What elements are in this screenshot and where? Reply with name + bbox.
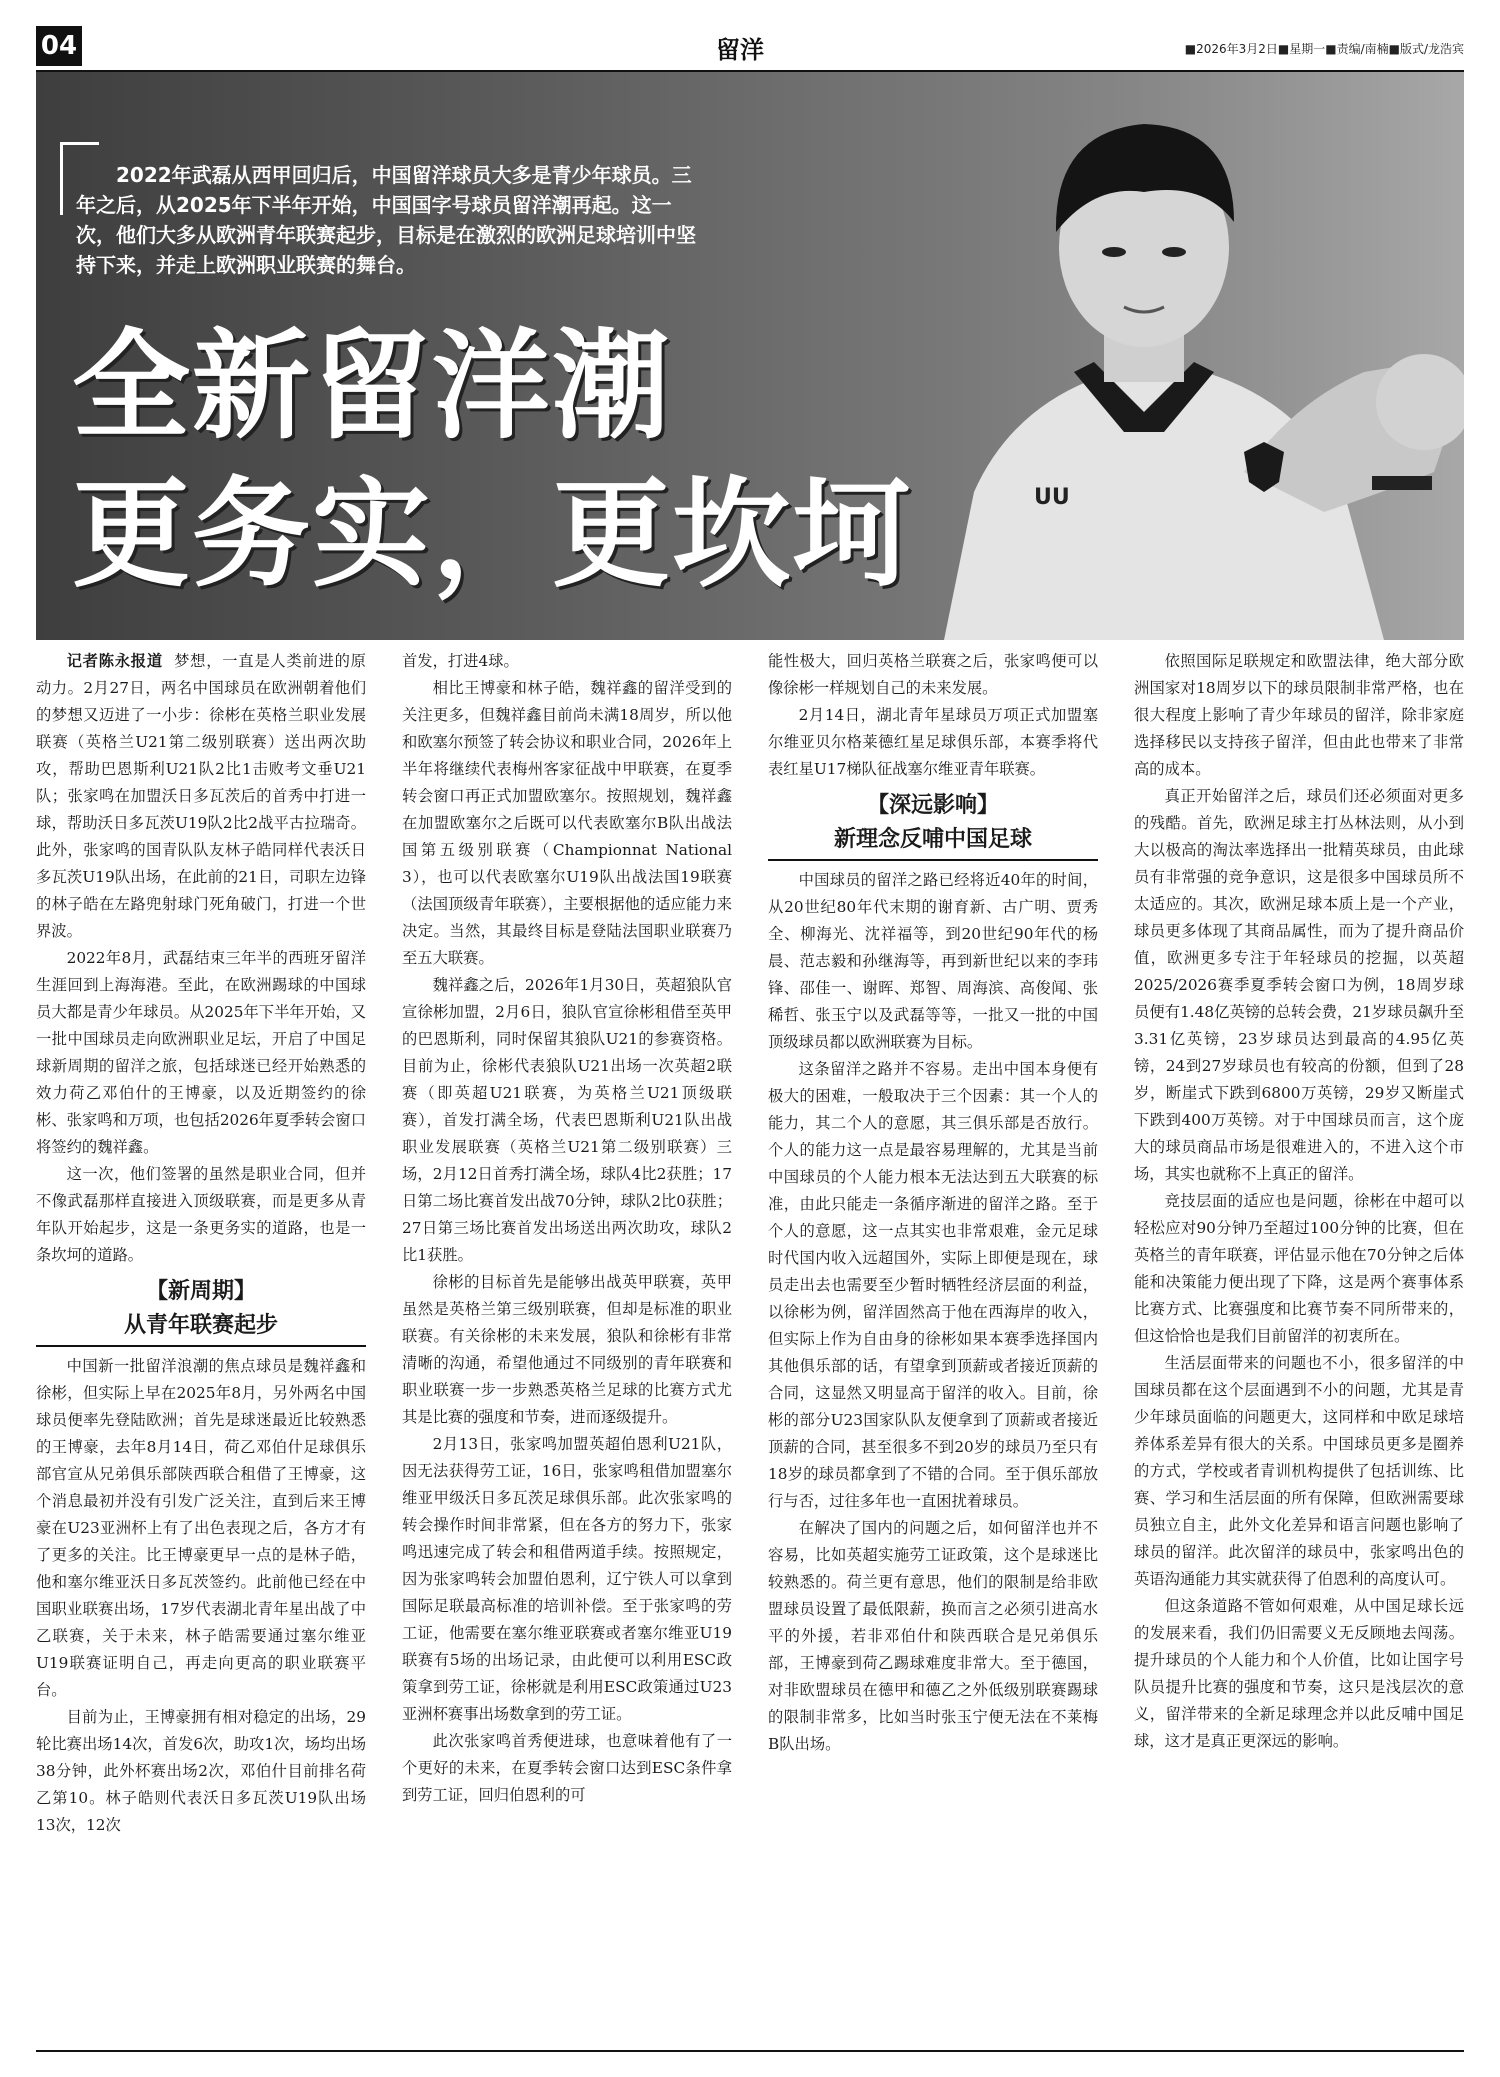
subhead-tag: 【深远影响】 [866, 793, 999, 818]
subhead-title: 新理念反哺中国足球 [768, 823, 1098, 861]
subhead-new-cycle [36, 1275, 366, 1347]
article-column-2 [402, 648, 732, 1809]
page-number: 04 [36, 26, 82, 66]
article-column-1 [36, 648, 366, 1839]
section-title: 留洋 [716, 36, 764, 64]
headline-line-2: 更务实，更坎坷 [72, 465, 913, 603]
paragraph: 此次张家鸣首秀便进球，也意味着他有了一个更好的未来，在夏季转会窗口达到ESC条件拿到劳工证，回归伯恩利的可 [402, 1732, 732, 1804]
paragraph: 魏祥鑫之后，2026年1月30日，英超狼队官宣徐彬加盟，2月6日，狼队官宣徐彬租借至英甲的巴恩斯利，同时保留其狼队U21的参赛资格。目前为止，徐彬代表狼队U21出场一次英超2联赛（即英超U21联赛，为英格兰U21顶级联赛），首发打满全场，代表巴恩斯利U21队出战职业发展联赛（英格兰U21第二级别联赛）三场，2月12日首秀打满全场，球队4比2获胜；17日第二场比赛首发出战70分钟，球队2比0获胜；27日第三场比赛首发出场送出两次助攻，球队2比1获胜。 [402, 976, 732, 1264]
paragraph: 2022年8月，武磊结束三年半的西班牙留洋生涯回到上海海港。至此，在欧洲踢球的中国球员大都是青少年球员。从2025年下半年开始，又一批中国球员走向欧洲职业足坛，开启了中国足球新周期的留洋之旅，包括球迷已经开始熟悉的效力荷乙邓伯什的王博豪，以及近期签约的徐彬、张家鸣和万项，也包括2026年夏季转会窗口将签约的魏祥鑫。 [36, 949, 366, 1156]
footer-rule [36, 2050, 1464, 2052]
dateline: ■2026年3月2日■星期一■责编/南楠■版式/龙浩宾 [1184, 42, 1464, 56]
paragraph: 相比王博豪和林子皓，魏祥鑫的留洋受到的关注更多，但魏祥鑫目前尚未满18周岁，所以他和欧塞尔预签了转会协议和职业合同，2026年上半年将继续代表梅州客家征战中甲联赛，在夏季转会窗口再正式加盟欧塞尔。按照规划，魏祥鑫在加盟欧塞尔之后既可以代表欧塞尔B队出战法国第五级别联赛（Championnat National 3），也可以代表欧塞尔U19队出战法国19联赛（法国顶级青年联赛），主要根据他的适应能力来决定。当然，其最终目标是登陆法国职业联赛乃至五大联赛。 [402, 679, 732, 967]
hero-banner [36, 72, 1464, 640]
subhead-far-reaching [768, 789, 1098, 861]
subhead-tag: 【新周期】 [145, 1279, 256, 1304]
player-portrait-photo [824, 72, 1464, 640]
paragraph: 目前为止，王博豪拥有相对稳定的出场，29轮比赛出场14次，首发6次，助攻1次，场均出场38分钟，此外杯赛出场2次，邓伯什目前排名荷乙第10。林子皓则代表沃日多瓦茨U19队出场13次，12次 [36, 1708, 366, 1834]
paragraph: 生活层面带来的问题也不小，很多留洋的中国球员都在这个层面遇到不小的问题，尤其是青少年球员面临的问题更大，这同样和中欧足球培养体系差异有很大的关系。中国球员更多是圈养的方式，学校或者青训机构提供了包括训练、比赛、学习和生活层面的所有保障，但欧洲需要球员独立自主，此外文化差异和语言问题也影响了球员的留洋。此次留洋的球员中，张家鸣出色的英语沟通能力其实就获得了伯恩利的高度认可。 [1134, 1354, 1464, 1588]
byline: 记者陈永报道 [66, 652, 163, 670]
paragraph: 首发，打进4球。 [402, 652, 519, 670]
paragraph: 在解决了国内的问题之后，如何留洋也并不容易，比如英超实施劳工证政策，这个是球迷比较熟悉的。荷兰更有意思，他们的限制是给非欧盟球员设置了最低限薪，换而言之必须引进高水平的外援，若非邓伯什和陕西联合是兄弟俱乐部，王博豪到荷乙踢球难度非常大。至于德国，对非欧盟球员在德甲和德乙之外低级别联赛踢球的限制非常多，比如当时张玉宁便无法在不莱梅B队出场。 [768, 1519, 1098, 1753]
paragraph-text: 梦想，一直是人类前进的原动力。2月27日，两名中国球员在欧洲朝着他们的梦想又迈进了一小步：徐彬在英格兰职业发展联赛（英格兰U21第二级别联赛）送出两次助攻，帮助巴恩斯利U21队2比1击败考文垂U21队；张家鸣在加盟沃日多瓦茨后的首秀中打进一球，帮助沃日多瓦茨U19队2比2战平古拉瑞奇。此外，张家鸣的国青队队友林子皓同样代表沃日多瓦茨U19队出场，在此前的21日，司职左边锋的林子皓在左路兜射球门死角破门，打进一个世界波。 [36, 652, 366, 940]
paragraph [36, 648, 366, 945]
headline-line-1: 全新留洋潮 [72, 317, 673, 455]
paragraph: 这一次，他们签署的虽然是职业合同，但并不像武磊那样直接进入顶级联赛，而是更多从青年队开始起步，这是一条更务实的道路，也是一条坎坷的道路。 [36, 1165, 366, 1264]
article-column-3 [768, 648, 1098, 1758]
paragraph: 真正开始留洋之后，球员们还必须面对更多的残酷。首先，欧洲足球主打丛林法则，从小到大以极高的淘汰率选择出一批精英球员，由此球员有非常强的竞争意识，这是很多中国球员所不太适应的。其次，欧洲足球本质上是一个产业，球员更多体现了其商品属性，而为了提升商品价值，欧洲更多专注于年轻球员的挖掘，以英超2025/2026赛季夏季转会窗口为例，18周岁球员便有1.48亿英镑的总转会费，21岁球员飙升至3.31亿英镑，23岁球员达到最高的4.95亿英镑，24到27岁球员也有较高的份额，但到了28岁，断崖式下跌到6800万英镑，29岁又断崖式下跌到400万英镑。对于中国球员而言，这个庞大的球员商品市场是很难进入的，不进入这个市场，其实也就称不上真正的留洋。 [1134, 787, 1464, 1183]
paragraph: 2月14日，湖北青年星球员万项正式加盟塞尔维亚贝尔格莱德红星足球俱乐部，本赛季将代表红星U17梯队征战塞尔维亚青年联赛。 [768, 706, 1098, 778]
masthead [36, 26, 1464, 73]
paragraph: 2月13日，张家鸣加盟英超伯恩利U21队，因无法获得劳工证，16日，张家鸣租借加盟塞尔维亚甲级沃日多瓦茨足球俱乐部。此次张家鸣的转会操作时间非常紧，但在各方的努力下，张家鸣迅速完成了转会和租借两道手续。按照规定，因为张家鸣转会加盟伯恩利，辽宁铁人可以拿到国际足联最高标准的培训补偿。至于张家鸣的劳工证，他需要在塞尔维亚联赛或者塞尔维亚U19联赛有5场的出场记录，由此便可以利用ESC政策拿到劳工证，徐彬就是利用ESC政策通过U23亚洲杯赛事出场数拿到的劳工证。 [402, 1435, 732, 1723]
paragraph: 能性极大，回归英格兰联赛之后，张家鸣便可以像徐彬一样规划自己的未来发展。 [768, 652, 1098, 697]
paragraph: 中国新一批留洋浪潮的焦点球员是魏祥鑫和徐彬，但实际上早在2025年8月，另外两名中国球员便率先登陆欧洲；首先是球迷最近比较熟悉的王博豪，去年8月14日，荷乙邓伯什足球俱乐部官宣从兄弟俱乐部陕西联合租借了王博豪，这个消息最初并没有引发广泛关注，直到后来王博豪在U23亚洲杯上有了出色表现之后，各方才有了更多的关注。比王博豪更早一点的是林子皓，他和塞尔维亚沃日多瓦茨签约。此前他已经在中国职业联赛出场，17岁代表湖北青年星出战了中乙联赛，关于未来，林子皓需要通过塞尔维亚U19联赛证明自己，再走向更高的职业联赛平台。 [36, 1357, 366, 1699]
paragraph: 依照国际足联规定和欧盟法律，绝大部分欧洲国家对18周岁以下的球员限制非常严格，也在很大程度上影响了青少年球员的留洋，除非家庭选择移民以支持孩子留洋，但由此也带来了非常高的成本。 [1134, 652, 1464, 778]
article-column-4 [1134, 648, 1464, 1755]
paragraph: 但这条道路不管如何艰难，从中国足球长远的发展来看，我们仍旧需要义无反顾地去闯荡。提升球员的个人能力和个人价值，比如让国字号队员提升比赛的强度和节奏，这只是浅层次的意义，留洋带来的全新足球理念并以此反哺中国足球，这才是真正更深远的影响。 [1134, 1597, 1464, 1750]
shirt-brand: UU [1034, 485, 1070, 510]
headline [72, 312, 912, 608]
paragraph: 中国球员的留洋之路已经将近40年的时间，从20世纪80年代末期的谢育新、古广明、贾秀全、柳海光、沈祥福等，到20世纪90年代的杨晨、范志毅和孙继海等，再到新世纪以来的李玮锋、邵佳一、谢晖、郑智、周海滨、高俊闻、张稀哲、张玉宁以及武磊等等，一批又一批的中国顶级球员都以欧洲联赛为目标。 [768, 871, 1098, 1051]
subhead-title: 从青年联赛起步 [36, 1309, 366, 1347]
paragraph: 竞技层面的适应也是问题，徐彬在中超可以轻松应对90分钟乃至超过100分钟的比赛，但在英格兰的青年联赛，评估显示他在70分钟之后体能和决策能力便出现了下降，这是两个赛事体系比赛方式、比赛强度和比赛节奏不同所带来的，但这恰恰也是我们目前留洋的初衷所在。 [1134, 1192, 1464, 1345]
paragraph: 徐彬的目标首先是能够出战英甲联赛，英甲虽然是英格兰第三级别联赛，但却是标准的职业联赛。有关徐彬的未来发展，狼队和徐彬有非常清晰的沟通，希望他通过不同级别的青年联赛和职业联赛一步一步熟悉英格兰足球的比赛方式尤其是比赛的强度和节奏，进而逐级提升。 [402, 1273, 732, 1426]
lead-paragraph: 2022年武磊从西甲回归后，中国留洋球员大多是青少年球员。三年之后，从2025年下半年开始，中国国字号球员留洋潮再起。这一次，他们大多从欧洲青年联赛起步，目标是在激烈的欧洲足球培训中坚持下来，并走上欧洲职业联赛的舞台。 [76, 163, 696, 277]
paragraph: 这条留洋之路并不容易。走出中国本身便有极大的困难，一般取决于三个因素：其一个人的能力，其二个人的意愿，其三俱乐部是否放行。个人的能力这一点是最容易理解的，尤其是当前中国球员的个人能力根本无法达到五大联赛的标准，由此只能走一条循序渐进的留洋之路。至于个人的意愿，这一点其实也非常艰难，金元足球时代国内收入远超国外，实际上即便是现在，球员走出去也需要至少暂时牺牲经济层面的利益，以徐彬为例，留洋固然高于他在西海岸的收入，但实际上作为自由身的徐彬如果本赛季选择国内其他俱乐部的话，有望拿到顶薪或者接近顶薪的合同，这显然又明显高于留洋的收入。目前，徐彬的部分U23国家队队友便拿到了顶薪或者接近顶薪的合同，甚至很多不到20岁的球员乃至只有18岁的球员都拿到了不错的合同。至于俱乐部放行与否，过往多年也一直困扰着球员。 [768, 1060, 1098, 1510]
